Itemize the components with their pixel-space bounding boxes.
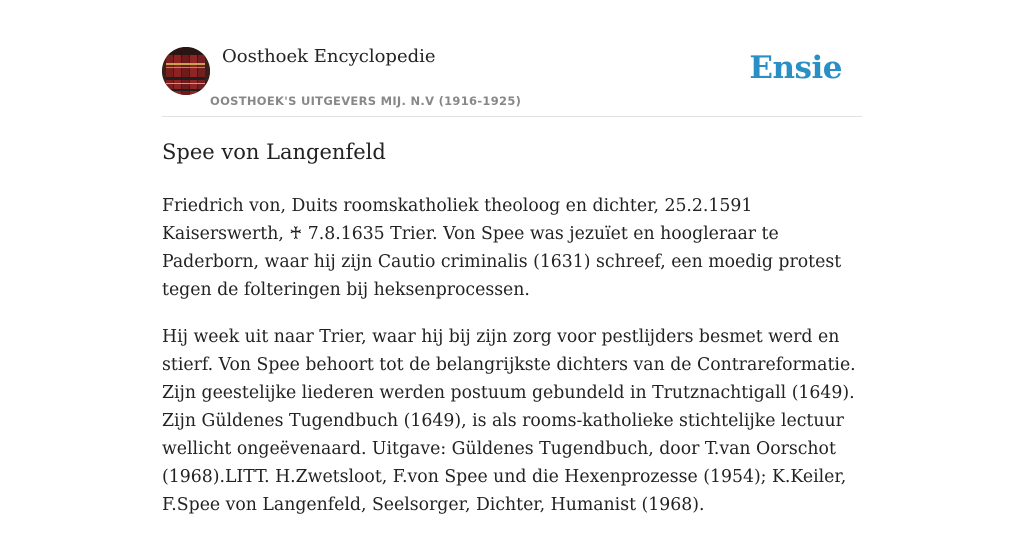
article-body [162, 192, 867, 538]
site-title[interactable]: Oosthoek Encyclopedie [222, 46, 436, 67]
article-paragraph: Hij week uit naar Trier, waar hij bij zijn zorg voor pestlijders besmet werd en stierf. Von Spee behoort tot de belangrijkste dichters van de Contrareformatie. Zijn geestelijke liederen werden postuum gebundeld in Trutznachtigall (1649). Zijn Güldenes Tugendbuch (1649), is als rooms-katholieke stichtelijke lectuur wellicht ongeëvenaard. Uitgave: Güldenes Tugendbuch, door T.van Oorschot (1968).LITT. H.Zwetsloot, F.von Spee und die Hexenprozesse (1954); K.Keiler, F.Spee von Langenfeld, Seelsorger, Dichter, Humanist (1968). [162, 327, 856, 515]
encyclopedia-books-icon[interactable] [162, 47, 210, 95]
article-title: Spee von Langenfeld [162, 140, 386, 164]
site-header [162, 44, 862, 117]
article-paragraph: Friedrich von, Duits roomskatholiek theoloog en dichter, 25.2.1591 Kaiserswerth, ♰ 7.8.1635 Trier. Von Spee was jezuïet en hoogleraar te Paderborn, waar hij zijn Cautio criminalis (1631) schreef, een moedig protest tegen de folteringen bij heksenprocessen. [162, 196, 842, 300]
publisher-label: OOSTHOEK'S UITGEVERS MIJ. N.V (1916-1925) [210, 94, 522, 108]
brand-logo[interactable]: Ensie [749, 50, 842, 86]
